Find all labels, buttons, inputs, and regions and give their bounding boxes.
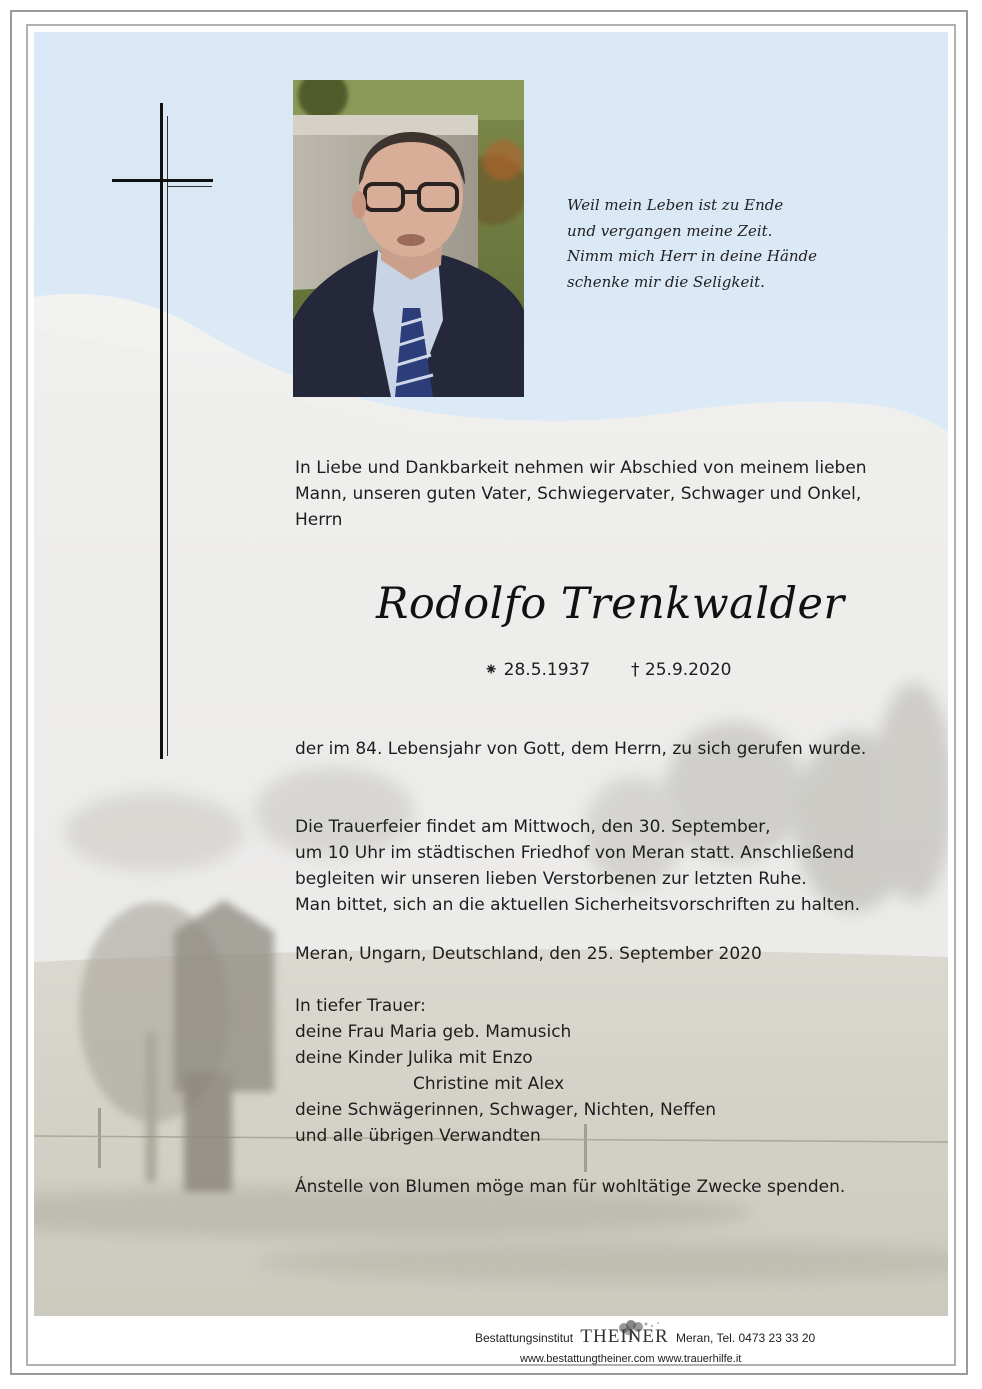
verse-line: schenke mir die Seligkeit. <box>567 272 765 291</box>
birth-date: 28.5.1937 <box>503 660 591 680</box>
age-line <box>295 736 935 762</box>
intro-line: In Liebe und Dankbarkeit nehmen wir Abschied von meinem lieben <box>295 458 867 478</box>
place-date-text: Meran, Ungarn, Deutschland, den 25. September 2020 <box>295 944 762 964</box>
verse <box>567 193 887 295</box>
portrait-photo <box>293 80 524 397</box>
intro-text <box>295 455 935 533</box>
funeral-home-footer <box>0 1318 982 1366</box>
funeral-line: Man bittet, sich an die aktuellen Sicherheitsvorschriften zu halten. <box>295 895 861 915</box>
death-symbol: † <box>631 660 640 680</box>
footer-line <box>475 1326 815 1348</box>
funeral-line: Die Trauerfeier findet am Mittwoch, den 30. September, <box>295 817 771 837</box>
deceased-name: Rodolfo Trenkwalder <box>376 579 845 629</box>
age-text: der im 84. Lebensjahr von Gott, dem Herrn, zu sich gerufen wurde. <box>295 739 867 759</box>
mourner-line: deine Frau Maria geb. Mamusich <box>295 1022 572 1042</box>
mourner-line: deine Kinder Julika mit Enzo <box>295 1048 533 1068</box>
funeral-line: begleiten wir unseren lieben Verstorbenen zur letzten Ruhe. <box>295 869 807 889</box>
life-dates <box>484 660 731 680</box>
birth-symbol: ⁕ <box>484 660 499 680</box>
footer-contact: Meran, Tel. 0473 23 33 20 <box>676 1331 816 1345</box>
mourner-line: und alle übrigen Verwandten <box>295 1126 541 1146</box>
mourner-line: deine Schwägerinnen, Schwager, Nichten, Neffen <box>295 1100 717 1120</box>
footer-web: www.bestattungtheiner.com www.trauerhilfe.it <box>520 1353 742 1365</box>
mourners-heading: In tiefer Trauer: <box>295 996 426 1016</box>
death-date: 25.9.2020 <box>644 660 732 680</box>
donation-note <box>295 1174 935 1200</box>
mourners-list <box>295 993 935 1149</box>
footer-brand: THEINER <box>580 1326 669 1347</box>
place-date <box>295 941 935 967</box>
funeral-line: um 10 Uhr im städtischen Friedhof von Meran statt. Anschließend <box>295 843 855 863</box>
intro-line: Herrn <box>295 510 343 530</box>
intro-line: Mann, unseren guten Vater, Schwiegervater, Schwager und Onkel, <box>295 484 862 504</box>
donation-text: Ánstelle von Blumen möge man für wohltätige Zwecke spenden. <box>295 1177 846 1197</box>
verse-line: und vergangen meine Zeit. <box>567 221 773 240</box>
mourner-line: Christine mit Alex <box>413 1074 565 1094</box>
funeral-notice <box>295 814 935 918</box>
verse-line: Weil mein Leben ist zu Ende <box>567 196 784 214</box>
footer-prefix: Bestattungsinstitut <box>475 1331 574 1345</box>
verse-line: Nimm mich Herr in deine Hände <box>567 247 818 265</box>
